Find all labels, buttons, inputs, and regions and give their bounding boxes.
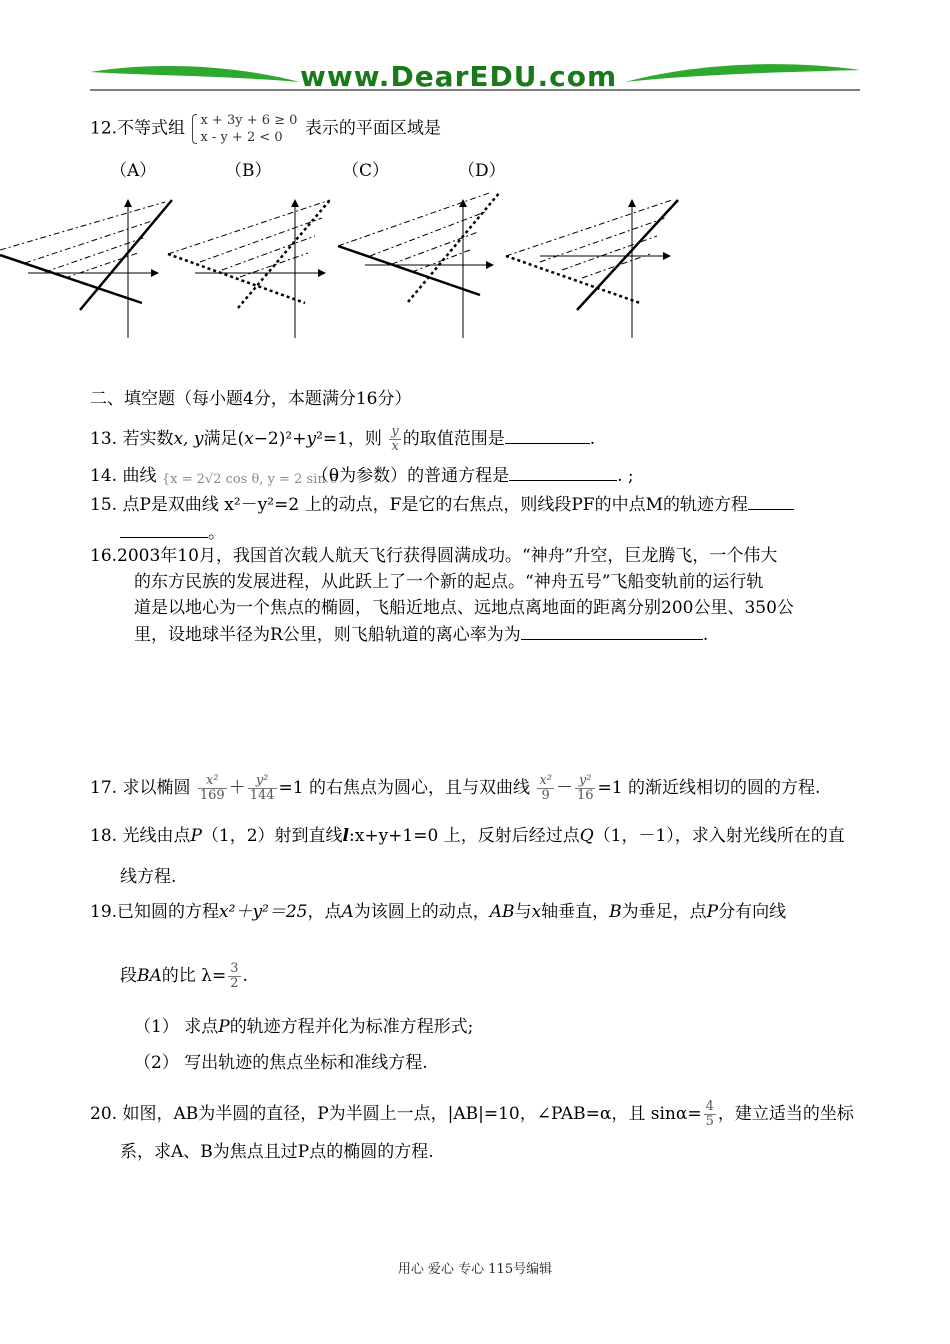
- q13-text-a: 13. 若实数: [90, 429, 174, 449]
- q20-sin-fraction: [704, 1100, 716, 1129]
- q18-text-b: （1，2）射到直线: [201, 826, 343, 846]
- q12-option-a-label: （A）: [110, 161, 157, 181]
- q13-frac-den: x: [391, 439, 399, 454]
- q15-text-a: 15. 点P是双曲线 x²－y²=2 上的动点，F是它的右焦点，则线段PF的中点M的轨迹方程: [90, 495, 749, 515]
- q13-fraction: [389, 425, 400, 454]
- q12-option-c-label: （C）: [342, 161, 390, 181]
- q19-lambda-fraction: [228, 962, 240, 991]
- q16-num: 16.: [90, 546, 118, 566]
- q19-segment-ba: BA: [137, 966, 162, 986]
- q15-answer-blank-1[interactable]: [748, 493, 794, 510]
- q17-frac2-den: 144: [249, 788, 275, 803]
- q19-text-b: ，点: [307, 902, 342, 922]
- q17-frac3-num: x²: [539, 773, 552, 788]
- q16-line4: [134, 623, 708, 646]
- q12-ineq2: x - y + 2 < 0: [200, 130, 283, 145]
- q14-line: [90, 464, 634, 487]
- graph-a: [0, 200, 172, 338]
- q12-line: [90, 112, 441, 146]
- graph-b: [168, 200, 330, 338]
- q13-text-f: ²=1，则: [316, 429, 382, 449]
- q17-frac4: [575, 774, 596, 803]
- q19-text-d: 与: [514, 902, 532, 922]
- q16-answer-blank[interactable]: [521, 623, 703, 640]
- q12-inequality-system: [192, 112, 297, 146]
- q19-sub2: （2） 写出轨迹的焦点坐标和准线方程.: [134, 1053, 428, 1073]
- q15-line: [90, 493, 794, 516]
- q18-line1: [90, 825, 845, 847]
- q18-point-p: P: [190, 826, 202, 846]
- q18-text-d: （1，－1），求入射光线所在的直: [593, 826, 845, 846]
- graph-d: [506, 200, 678, 338]
- q19-text-line2c: .: [242, 966, 248, 986]
- q17-text-c: =1 的渐近线相切的圆的方程.: [597, 778, 821, 798]
- q13-answer-blank[interactable]: [505, 427, 590, 444]
- q20-frac-den: 5: [705, 1114, 714, 1129]
- site-logo-text: www.DearEDU.com: [300, 60, 618, 93]
- q19-frac-den: 2: [230, 976, 239, 991]
- q18-line-l: l: [342, 826, 350, 846]
- q20-line1: [90, 1100, 854, 1129]
- q13-x: x: [244, 429, 254, 449]
- graph-c: [338, 192, 500, 338]
- q16-line2: 的东方民族的发展进程，从此跃上了一个新的起点。“神舟五号”飞船变轨前的运行轨: [134, 572, 764, 592]
- q12-prefix: 不等式组: [117, 118, 186, 139]
- q17-text-b: =1 的右焦点为圆心，且与双曲线: [278, 778, 530, 798]
- q19-sub1-p: P: [218, 1017, 230, 1037]
- q16-text-4: 里，设地球半径为R公里，则飞船轨道的离心率为为: [134, 625, 521, 645]
- q13-frac-num: y: [391, 424, 399, 439]
- q14-text-c: . ;: [617, 466, 634, 486]
- q13-text-g: 的取值范围是: [402, 429, 505, 449]
- q19-text-a: 19.已知圆的方程: [90, 902, 220, 922]
- q19-text-e: 轴垂直，: [541, 902, 610, 922]
- q14-text-a: 14. 曲线: [90, 466, 157, 486]
- q13-text-d: −2)²+: [253, 429, 307, 449]
- q12-ineq1: x + 3y + 6 ≥ 0: [200, 113, 298, 128]
- q19-point-a: A: [341, 902, 354, 922]
- q19-line1: [90, 901, 786, 923]
- q15-line2: [120, 521, 225, 544]
- q17-frac1: [198, 774, 227, 803]
- q17-frac1-num: x²: [198, 774, 227, 789]
- q14-curve-equation: {x = 2√2 cos θ, y = 2 sin θ: [161, 471, 338, 487]
- q20-line2: 系，求A、B为焦点且过P点的椭圆的方程.: [120, 1142, 434, 1162]
- q20-text-a: 20. 如图，AB为半圆的直径，P为半圆上一点，|AB|=10，∠PAB=α，且 sinα=: [90, 1104, 702, 1124]
- page-footer: 用心 爱心 专心 115号编辑: [397, 1262, 553, 1277]
- q19-sub1-b: 的轨迹方程并化为标准方程形式;: [229, 1017, 474, 1037]
- q17-frac3: [537, 774, 554, 803]
- q19-text-g: 分有向线: [718, 902, 787, 922]
- q13-line: [90, 425, 595, 454]
- q12-suffix: 表示的平面区域是: [304, 118, 441, 139]
- q15-answer-blank-2[interactable]: [120, 521, 208, 538]
- q17-frac2: [248, 774, 277, 803]
- q13-text-h: .: [589, 429, 596, 449]
- q15-text-b: 。: [208, 523, 225, 543]
- q18-text-c: :x+y+1=0 上，反射后经过点: [349, 826, 580, 846]
- q18-point-q: Q: [579, 826, 594, 846]
- q17-line: [90, 774, 820, 803]
- q18-text-a: 18. 光线由点: [90, 826, 191, 846]
- q19-sub1: [134, 1016, 473, 1038]
- q14-answer-blank[interactable]: [509, 464, 617, 481]
- q13-y: y: [306, 429, 317, 449]
- q17-frac3-den: 9: [541, 788, 550, 803]
- q17-frac1-den: 169: [199, 788, 225, 803]
- q19-text-f: 为垂足，点: [621, 902, 707, 922]
- q19-text-c: 为该圆上的动点，: [353, 902, 490, 922]
- header-banner: [0, 0, 950, 100]
- q17-minus: －: [555, 778, 573, 798]
- q12-option-d-label: （D）: [458, 161, 506, 181]
- q19-point-p: P: [706, 902, 719, 922]
- q16-text-1: 2003年10月，我国首次载人航天飞行获得圆满成功。“神舟”升空，巨龙腾飞，一个伟大: [117, 546, 778, 566]
- q17-plus: ＋: [228, 778, 246, 798]
- q19-text-line2b: 的比 λ=: [161, 966, 227, 986]
- q19-frac-num: 3: [230, 961, 239, 976]
- q19-sub1-a: （1） 求点: [134, 1017, 219, 1037]
- q17-text-a: 17. 求以椭圆: [90, 778, 191, 798]
- q14-text-b: （θ为参数）的普通方程是: [311, 466, 510, 486]
- q12-num: 12.: [90, 118, 118, 139]
- q17-frac4-num: y²: [575, 774, 596, 789]
- q19-text-line2a: 段: [120, 966, 137, 986]
- q17-frac2-num: y²: [248, 774, 277, 789]
- q16-line3: 道是以地心为一个焦点的椭圆，飞船近地点、远地点离地面的距离分别200公里、350公: [134, 598, 794, 618]
- q19-equation: x²＋y²＝25: [219, 902, 308, 922]
- q13-text-b: 满足(: [203, 429, 245, 449]
- q20-text-b: ，建立适当的坐标: [717, 1104, 854, 1124]
- q20-frac-num: 4: [705, 1099, 714, 1114]
- q12-graphs: [0, 180, 700, 345]
- section2-title: 二、填空题（每小题4分，本题满分16分）: [90, 389, 412, 409]
- q16-line1: [90, 545, 777, 567]
- q19-segment-ab: AB: [489, 902, 515, 922]
- q19-line2: [120, 962, 248, 991]
- q16-end: .: [702, 625, 709, 645]
- q17-frac4-den: 16: [576, 788, 594, 803]
- q19-point-b: B: [609, 902, 622, 922]
- q19-x-axis: x: [531, 902, 542, 922]
- q13-vars: x, y: [173, 429, 204, 449]
- q12-option-b-label: （B）: [225, 161, 272, 181]
- q18-line2: 线方程.: [120, 867, 177, 887]
